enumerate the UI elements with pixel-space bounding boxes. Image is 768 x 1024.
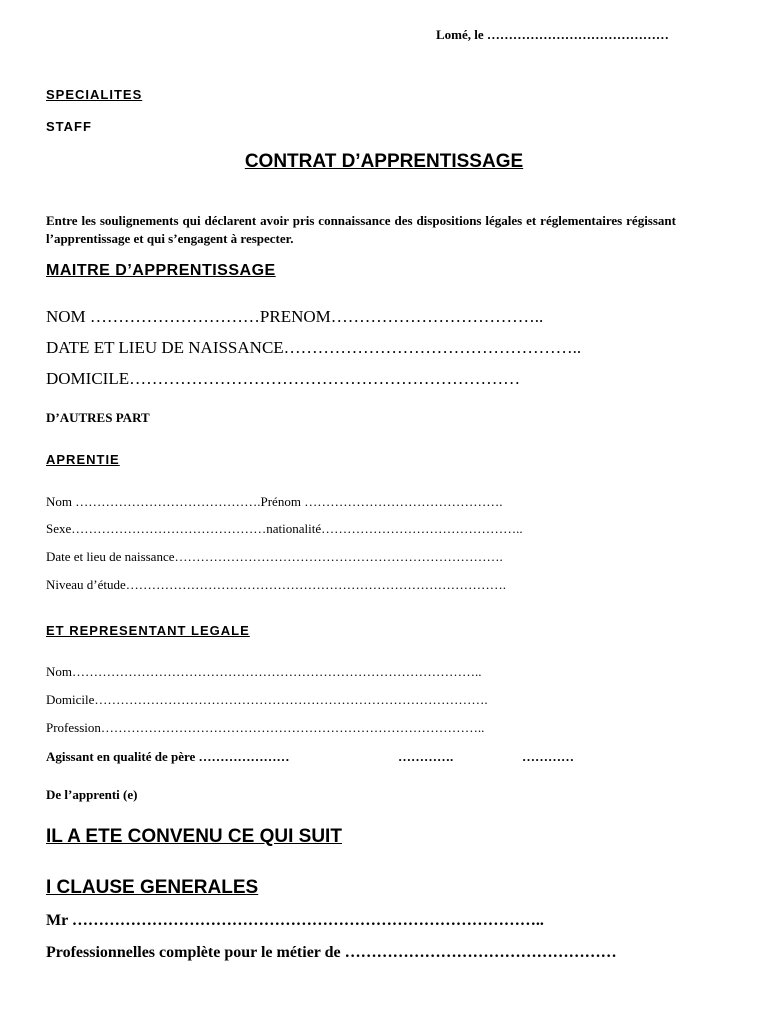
apprenti-date-line: Date et lieu de naissance…………………………………………………………………. [46,549,503,564]
apprenti-nom-line: Nom …………………………………….Prénom ………………………………………. [46,494,503,509]
staff-label: STAFF [46,119,92,134]
apprenti-sexe-line: Sexe………………………………………nationalité……………………………………….. [46,521,523,536]
agissant-line: Agissant en qualité de père ………………… [46,749,290,764]
place-date: Lomé, le …………………………………… [436,27,669,42]
document-title [0,151,768,173]
document-title-text: CONTRAT D’APPRENTISSAGE [244,151,524,172]
clauses-mr-line: Mr …………………………………………………………………………….. [46,912,544,929]
apprenti-heading: APRENTIE [46,452,120,467]
autres-part-label: D’AUTRES PART [46,410,150,425]
apprenti-niveau-line: Niveau d’étude……………………………………………………………………………. [46,577,507,592]
representant-heading: ET REPRESENTANT LEGALE [46,623,250,638]
maitre-nom-line: NOM …………………………PRENOM……………………………….. [46,307,544,326]
convenu-heading: IL A ETE CONVENU CE QUI SUIT [46,826,342,847]
maitre-domicile-line: DOMICILE…………………………………………………………… [46,369,521,388]
maitre-date-line: DATE ET LIEU DE NAISSANCE…………………………………………….. [46,338,582,357]
clauses-pro-line: Professionnelles complète pour le métier de …………………………………………… [46,944,617,961]
representant-profession-line: Profession…………………………………………………………………………….. [46,720,485,735]
intro-paragraph: Entre les soulignements qui déclarent avoir pris connaissance des dispositions légales et réglementaires régissant l’apprentissage et qui s’engagent à respecter. [46,213,676,246]
maitre-heading: MAITRE D’APPRENTISSAGE [46,262,276,279]
de-lapprenti-label: De l’apprenti (e) [46,787,138,802]
agissant-dots-3: ………… [522,749,574,764]
representant-nom-line: Nom………………………………………………………………………………….. [46,664,482,679]
representant-domicile-line: Domicile………………………………………………………………………………. [46,692,488,707]
clauses-heading: I CLAUSE GENERALES [46,877,259,898]
specialites-label: SPECIALITES [46,87,143,102]
agissant-dots-2: …………. [398,749,454,764]
